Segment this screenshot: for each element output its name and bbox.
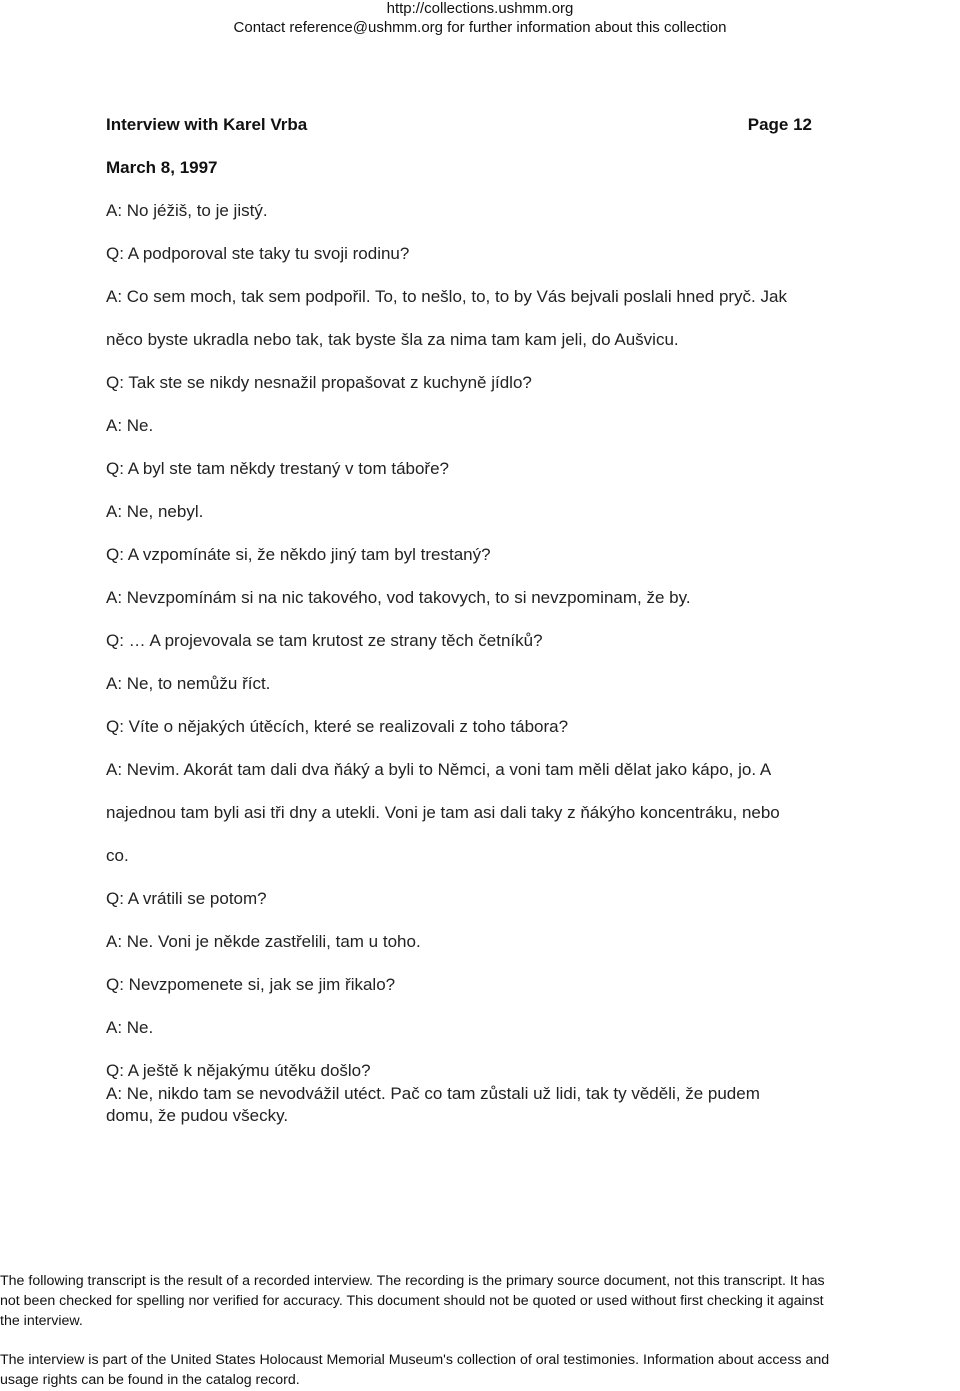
disclaimer-line: the interview. — [0, 1313, 83, 1329]
collection-notice — [0, 1350, 960, 1390]
page-number: Page 12 — [747, 115, 812, 134]
transcript-line: Q: Tak ste se nikdy nesnažil propašovat z kuchyně jídlo? — [106, 373, 532, 392]
contact-notice: Contact reference@ushmm.org for further information about this collection — [233, 19, 727, 36]
document-header — [106, 115, 812, 135]
collection-url[interactable]: http://collections.ushmm.org — [386, 0, 574, 17]
transcript-line: Q: Víte o nějakých útěcích, které se realizovali z toho tábora? — [106, 717, 569, 736]
transcript-line: Q: Nevzpomenete si, jak se jim řikalo? — [106, 975, 396, 994]
disclaimer-line: The following transcript is the result of a recorded interview. The recording is the primary source document, not this transcript. It has — [0, 1273, 825, 1289]
disclaimer-line: not been checked for spelling nor verified for accuracy. This document should not be quoted or used without first checking it against — [0, 1293, 824, 1309]
transcript-line: A: Ne. — [106, 1018, 154, 1037]
transcript-line: A: No jéžiš, to je jistý. — [106, 201, 268, 220]
transcript-line: Q: A ještě k nějakýmu útěku došlo? — [106, 1061, 371, 1080]
transcript-line: co. — [106, 846, 129, 865]
transcript-line: A: Nevim. Akorát tam dali dva ňáký a byli to Němci, a voni tam měli dělat jako kápo, jo. A — [106, 760, 772, 779]
transcript-line: Q: A vrátili se potom? — [106, 889, 267, 908]
transcript-line: domu, že pudou všecky. — [106, 1106, 289, 1125]
transcript-line: Q: A vzpomínáte si, že někdo jiný tam byl trestaný? — [106, 545, 491, 564]
transcript-line: najednou tam byli asi tři dny a utekli. Voni je tam asi dali taky z ňákýho koncentráku, nebo — [106, 803, 780, 822]
transcript-line: A: Ne, nikdo tam se nevodvážil utéct. Pač co tam zůstali už lidi, tak ty věděli, že pudem — [106, 1084, 760, 1103]
collection-line: usage rights can be found in the catalog record. — [0, 1372, 300, 1388]
transcript-line: A: Nevzpomínám si na nic takového, vod takovych, to si nevzpominam, že by. — [106, 588, 691, 607]
interview-date: March 8, 1997 — [106, 158, 218, 177]
transcript-line: A: Ne, nebyl. — [106, 502, 204, 521]
interview-title: Interview with Karel Vrba — [106, 115, 308, 134]
transcript-line: Q: A byl ste tam někdy trestaný v tom táboře? — [106, 459, 449, 478]
transcript-line: Q: … A projevovala se tam krutost ze strany těch četníků? — [106, 631, 543, 650]
transcript-disclaimer — [0, 1271, 960, 1331]
transcript-line: A: Co sem moch, tak sem podpořil. To, to nešlo, to, to by Vás bejvali poslali hned pryč. Jak — [106, 287, 787, 306]
transcript-line: A: Ne, to nemůžu říct. — [106, 674, 271, 693]
transcript-line: Q: A podporoval ste taky tu svoji rodinu? — [106, 244, 410, 263]
collection-line: The interview is part of the United States Holocaust Memorial Museum's collection of oral testimonies. Information about access and — [0, 1352, 830, 1368]
transcript-line: A: Ne. Voni je někde zastřelili, tam u toho. — [106, 932, 421, 951]
transcript-line: něco byste ukradla nebo tak, tak byste šla za nima tam kam jeli, do Aušvicu. — [106, 330, 679, 349]
transcript-line: A: Ne. — [106, 416, 154, 435]
